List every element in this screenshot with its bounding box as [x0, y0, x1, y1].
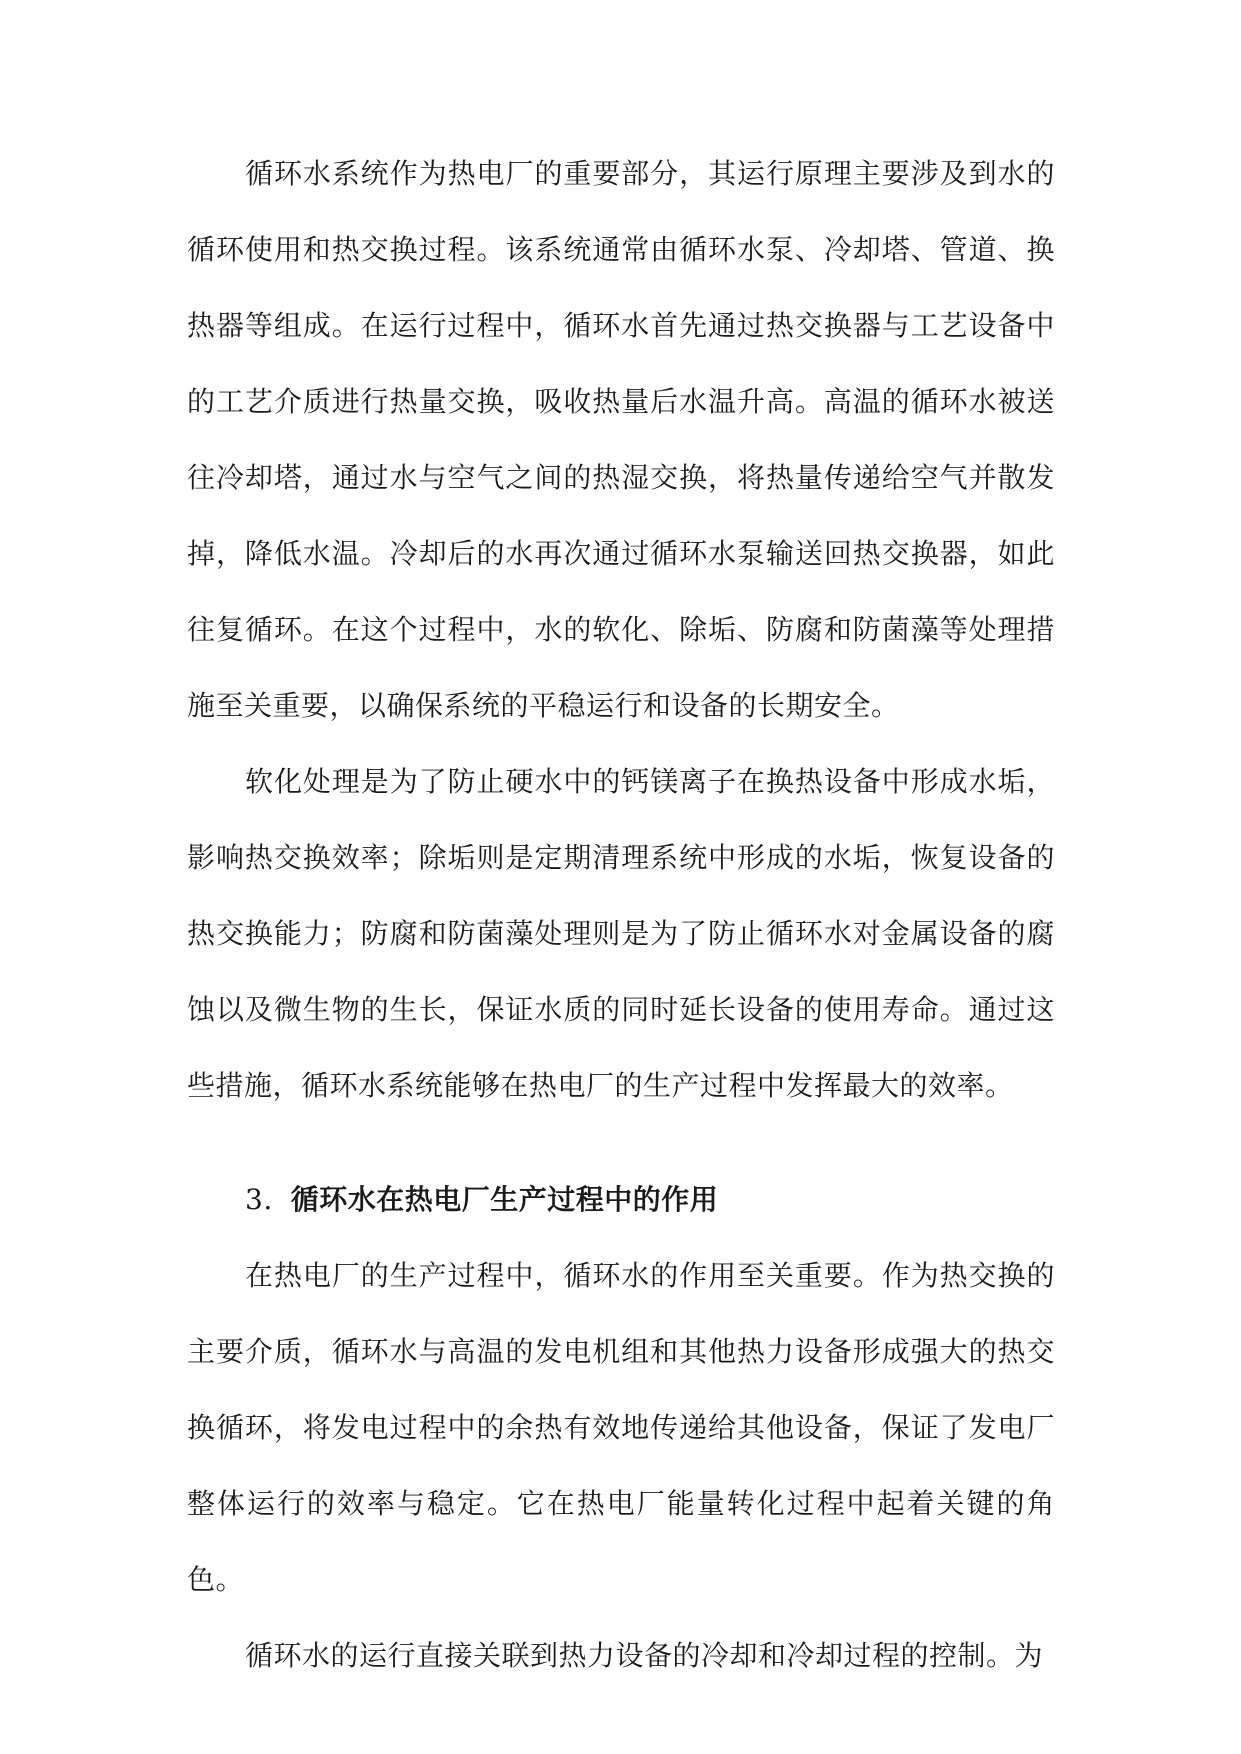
paragraph-role-of-circulating-water: 在热电厂的生产过程中，循环水的作用至关重要。作为热交换的主要介质，循环水与高温的发电机组和其他热力设备形成强大的热交换循环，将发电过程中的余热有效地传递给其他设备，保证了发电厂整体运行的效率与稳定。它在热电厂能量转化过程中起着关键的角色。: [187, 1259, 1055, 1596]
paragraph-cooling-control: 循环水的运行直接关联到热力设备的冷却和冷却过程的控制。为: [245, 1639, 1044, 1672]
document-page: [187, 136, 1055, 1694]
section-title: 循环水在热电厂生产过程中的作用: [290, 1183, 719, 1216]
section-heading: [187, 1162, 1055, 1238]
paragraph-system-principle: 循环水系统作为热电厂的重要部分，其运行原理主要涉及到水的循环使用和热交换过程。该系统通常由循环水泵、冷却塔、管道、换热器等组成。在运行过程中，循环水首先通过热交换器与工艺设备中的工艺介质进行热量交换，吸收热量后水温升高。高温的循环水被送往冷却塔，通过水与空气之间的热湿交换，将热量传递给空气并散发掉，降低水温。冷却后的水再次通过循环水泵输送回热交换器，如此往复循环。在这个过程中，水的软化、除垢、防腐和防菌藻等处理措施至关重要，以确保系统的平稳运行和设备的长期安全。: [187, 157, 1055, 722]
paragraph-treatment-measures: 软化处理是为了防止硬水中的钙镁离子在换热设备中形成水垢，影响热交换效率；除垢则是定期清理系统中形成的水垢，恢复设备的热交换能力；防腐和防菌藻处理则是为了防止循环水对金属设备的腐蚀以及微生物的生长，保证水质的同时延长设备的使用寿命。通过这些措施，循环水系统能够在热电厂的生产过程中发挥最大的效率。: [187, 765, 1055, 1102]
section-number: 3.: [245, 1183, 273, 1216]
